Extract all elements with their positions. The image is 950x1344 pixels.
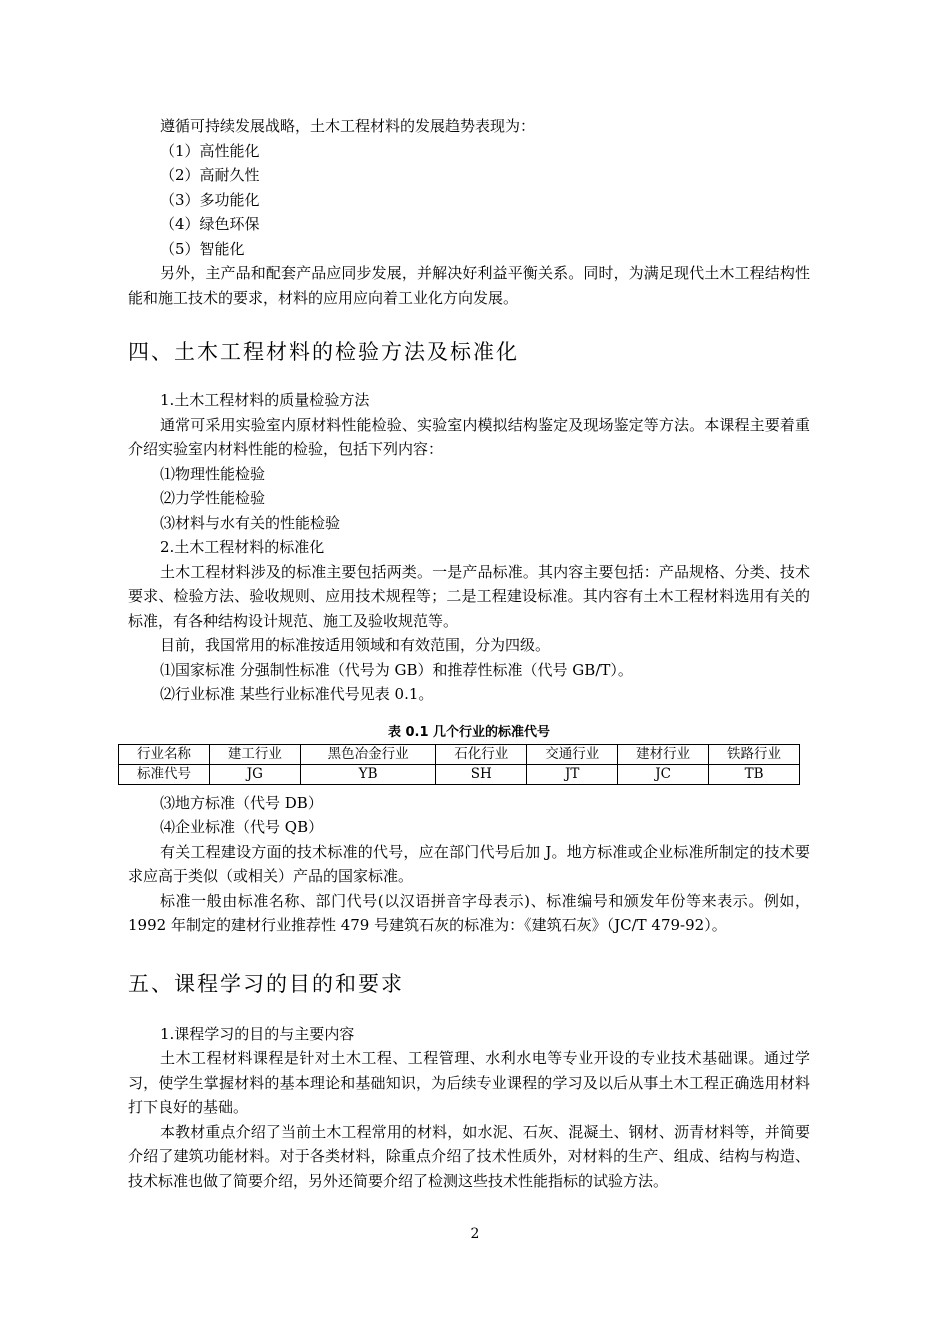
table-row [119,764,800,784]
table-cell: 标准代号 [119,764,210,784]
subsection-title: 1.土木工程材料的质量检验方法 [160,391,370,409]
list-item: ⑴物理性能检验 [160,464,266,483]
subsection-title: 2.土木工程材料的标准化 [160,538,325,556]
table-cell: 石化行业 [436,744,527,764]
table-cell: JG [209,764,300,784]
list-item: ⑶地方标准（代号 DB） [160,793,323,812]
trend-item: （5）智能化 [160,239,245,258]
paragraph: 土木工程材料课程是针对土木工程、工程管理、水利水电等专业开设的专业技术基础课。通过学习，使学生掌握材料的基本理论和基础知识，为后续专业课程的学习及以后从事土木工程正确选用材料打下良好的基础。 [128,1049,810,1116]
table-cell: 建工行业 [209,744,300,764]
paragraph: 有关工程建设方面的技术标准的代号，应在部门代号后加 J。地方标准或企业标准所制定的技术要求应高于类似（或相关）产品的国家标准。 [128,842,810,885]
table-cell: 铁路行业 [709,744,800,764]
table-cell: 交通行业 [527,744,618,764]
paragraph: 标准一般由标准名称、部门代号(以汉语拼音字母表示)、标准编号和颁发年份等来表示。例如，1992 年制定的建材行业推荐性 479 号建筑石灰的标准为：《建筑石灰》（JC/T 479-92）。 [128,891,810,934]
paragraph: 目前，我国常用的标准按适用领域和有效范围，分为四级。 [160,636,551,654]
table-cell: TB [709,764,800,784]
trend-item: （1）高性能化 [160,141,260,160]
table-caption: 表 0.1 几个行业的标准代号 [387,724,551,740]
section-5-heading: 五、课程学习的目的和要求 [128,971,404,996]
paragraph: 土木工程材料涉及的标准主要包括两类。一是产品标准。其内容主要包括：产品规格、分类、技术要求、检验方法、验收规则、应用技术规程等；二是工程建设标准。其内容有土木工程材料选用有关的标准，有各种结构设计规范、施工及验收规范等。 [128,562,810,630]
table-cell: 行业名称 [119,744,210,764]
table-cell: 黑色冶金行业 [300,744,436,764]
industry-standards-table [118,744,800,785]
table-cell: YB [300,764,436,784]
list-item: ⑴国家标准 分强制性标准（代号为 GB）和推荐性标准（代号 GB/T）。 [160,660,633,679]
table-row [119,744,800,764]
list-item: ⑷企业标准（代号 QB） [160,818,324,836]
list-item: ⑵力学性能检验 [160,489,266,507]
trend-item: （4）绿色环保 [160,215,260,233]
paragraph: 本教材重点介绍了当前土木工程常用的材料，如水泥、石灰、混凝土、钢材、沥青材料等，并简要介绍了建筑功能材料。对于各类材料，除重点介绍了技术性质外，对材料的生产、组成、结构与构造、技术标准也做了简要介绍，另外还简要介绍了检测这些技术性能指标的试验方法。 [128,1122,810,1190]
paragraph: 通常可采用实验室内原材料性能检验、实验室内模拟结构鉴定及现场鉴定等方法。本课程主要着重介绍实验室内材料性能的检验，包括下列内容： [128,415,810,458]
table-cell: JT [527,764,618,784]
section-4-heading: 四、土木工程材料的检验方法及标准化 [128,340,519,364]
page-content [128,114,810,1193]
trends-lead: 遵循可持续发展战略，土木工程材料的发展趋势表现为： [160,117,536,135]
page-number: 2 [470,1226,480,1242]
subsection-title: 1.课程学习的目的与主要内容 [160,1024,355,1043]
trends-closing: 另外，主产品和配套产品应同步发展，并解决好利益平衡关系。同时，为满足现代土木工程结构性能和施工技术的要求，材料的应用应向着工业化方向发展。 [128,264,810,307]
trend-item: （2）高耐久性 [160,166,260,184]
trend-item: （3）多功能化 [160,190,260,209]
table-cell: JC [618,764,709,784]
list-item: ⑵行业标准 某些行业标准代号见表 0.1。 [160,685,434,703]
list-item: ⑶材料与水有关的性能检验 [160,513,341,532]
table-cell: SH [436,764,527,784]
table-cell: 建材行业 [618,744,709,764]
